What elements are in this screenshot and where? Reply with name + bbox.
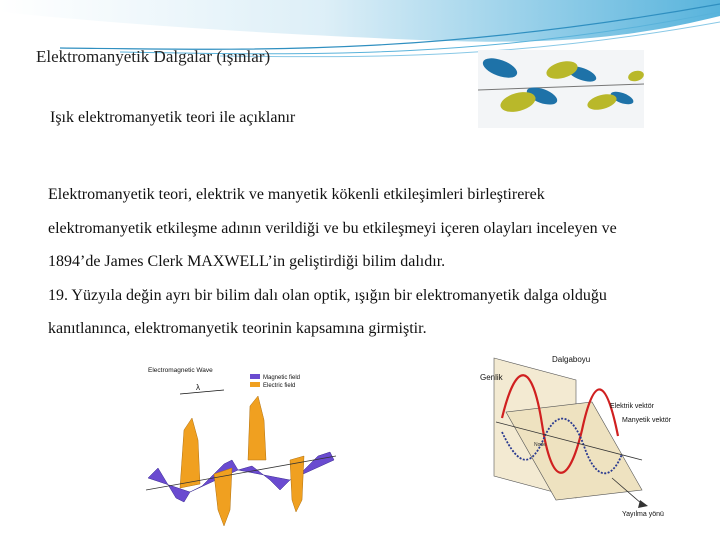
paragraph-1: Elektromanyetik teori, elektrik ve manyetik kökenli etkileşimleri birleştirerek elektromanyetik etkileşme adının verildiği ve bu etkileşmeyi içeren olayları inceleyen ve 1894’de James Clerk MAXWELL’in geliştirdiği bilim dalıdır. (48, 186, 617, 270)
electromagnetic-wave-figure (140, 360, 340, 530)
wave-thumbnail-image (478, 50, 644, 128)
wave-propagation-diagram (472, 350, 688, 530)
magnetic-legend-label: Magnetic field (263, 375, 301, 381)
subtitle-text: Işık elektromanyetik teori ile açıklanır (50, 109, 296, 126)
electric-legend-swatch (250, 382, 260, 387)
body-text (48, 178, 648, 346)
slide-title: Elektromanyetik Dalgalar (ışınlar) (36, 47, 271, 66)
label-elektrik-vektor: Elektrik vektör (610, 403, 654, 410)
label-dalgaboyu: Dalgaboyu (552, 355, 591, 364)
label-manyetik-vektor: Manyetik vektör (622, 417, 672, 424)
electric-legend-label: Electric field (263, 383, 296, 389)
lambda-label: λ (196, 383, 200, 392)
figure-left-title: Electromagnetic Wave (148, 367, 213, 374)
label-node: Node (534, 442, 546, 448)
label-genlik: Genlik (480, 373, 503, 382)
magnetic-legend-swatch (250, 374, 260, 379)
paragraph-2: 19. Yüzyıla değin ayrı bir bilim dalı olan optik, ışığın bir elektromanyetik dalga olduğu kanıtlanınca, elektromanyetik teorinin kapsamına girmiştir. (48, 286, 607, 337)
label-yayilma-yonu: Yayılma yönü (622, 511, 664, 518)
